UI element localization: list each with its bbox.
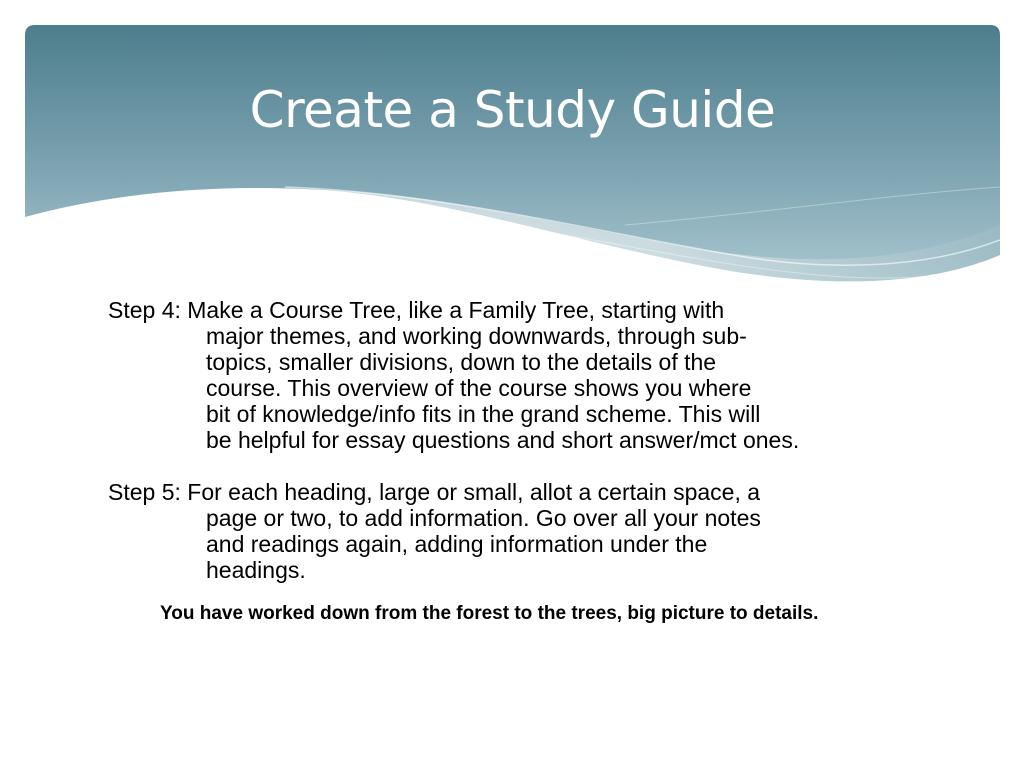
step-4-text: Step 4: Make a Course Tree, like a Family Tree, starting with major themes, and working downwards, through sub- topics, smaller divisions, down to the details of the course. This overview of the course shows you where bit of knowledge/info fits in the grand scheme. This will be helpful for essay questions and short answer/mct ones. bbox=[108, 297, 800, 453]
header-banner bbox=[25, 25, 1000, 290]
slide-title: Create a Study Guide bbox=[249, 81, 776, 139]
header-wave-graphic bbox=[25, 25, 1000, 290]
step-5-text: Step 5: For each heading, large or small, allot a certain space, a page or two, to add information. Go over all your notes and readings again, adding information under the headings. bbox=[108, 479, 761, 583]
summary-note: You have worked down from the forest to the trees, big picture to details. bbox=[160, 603, 819, 624]
slide-body bbox=[108, 297, 928, 583]
